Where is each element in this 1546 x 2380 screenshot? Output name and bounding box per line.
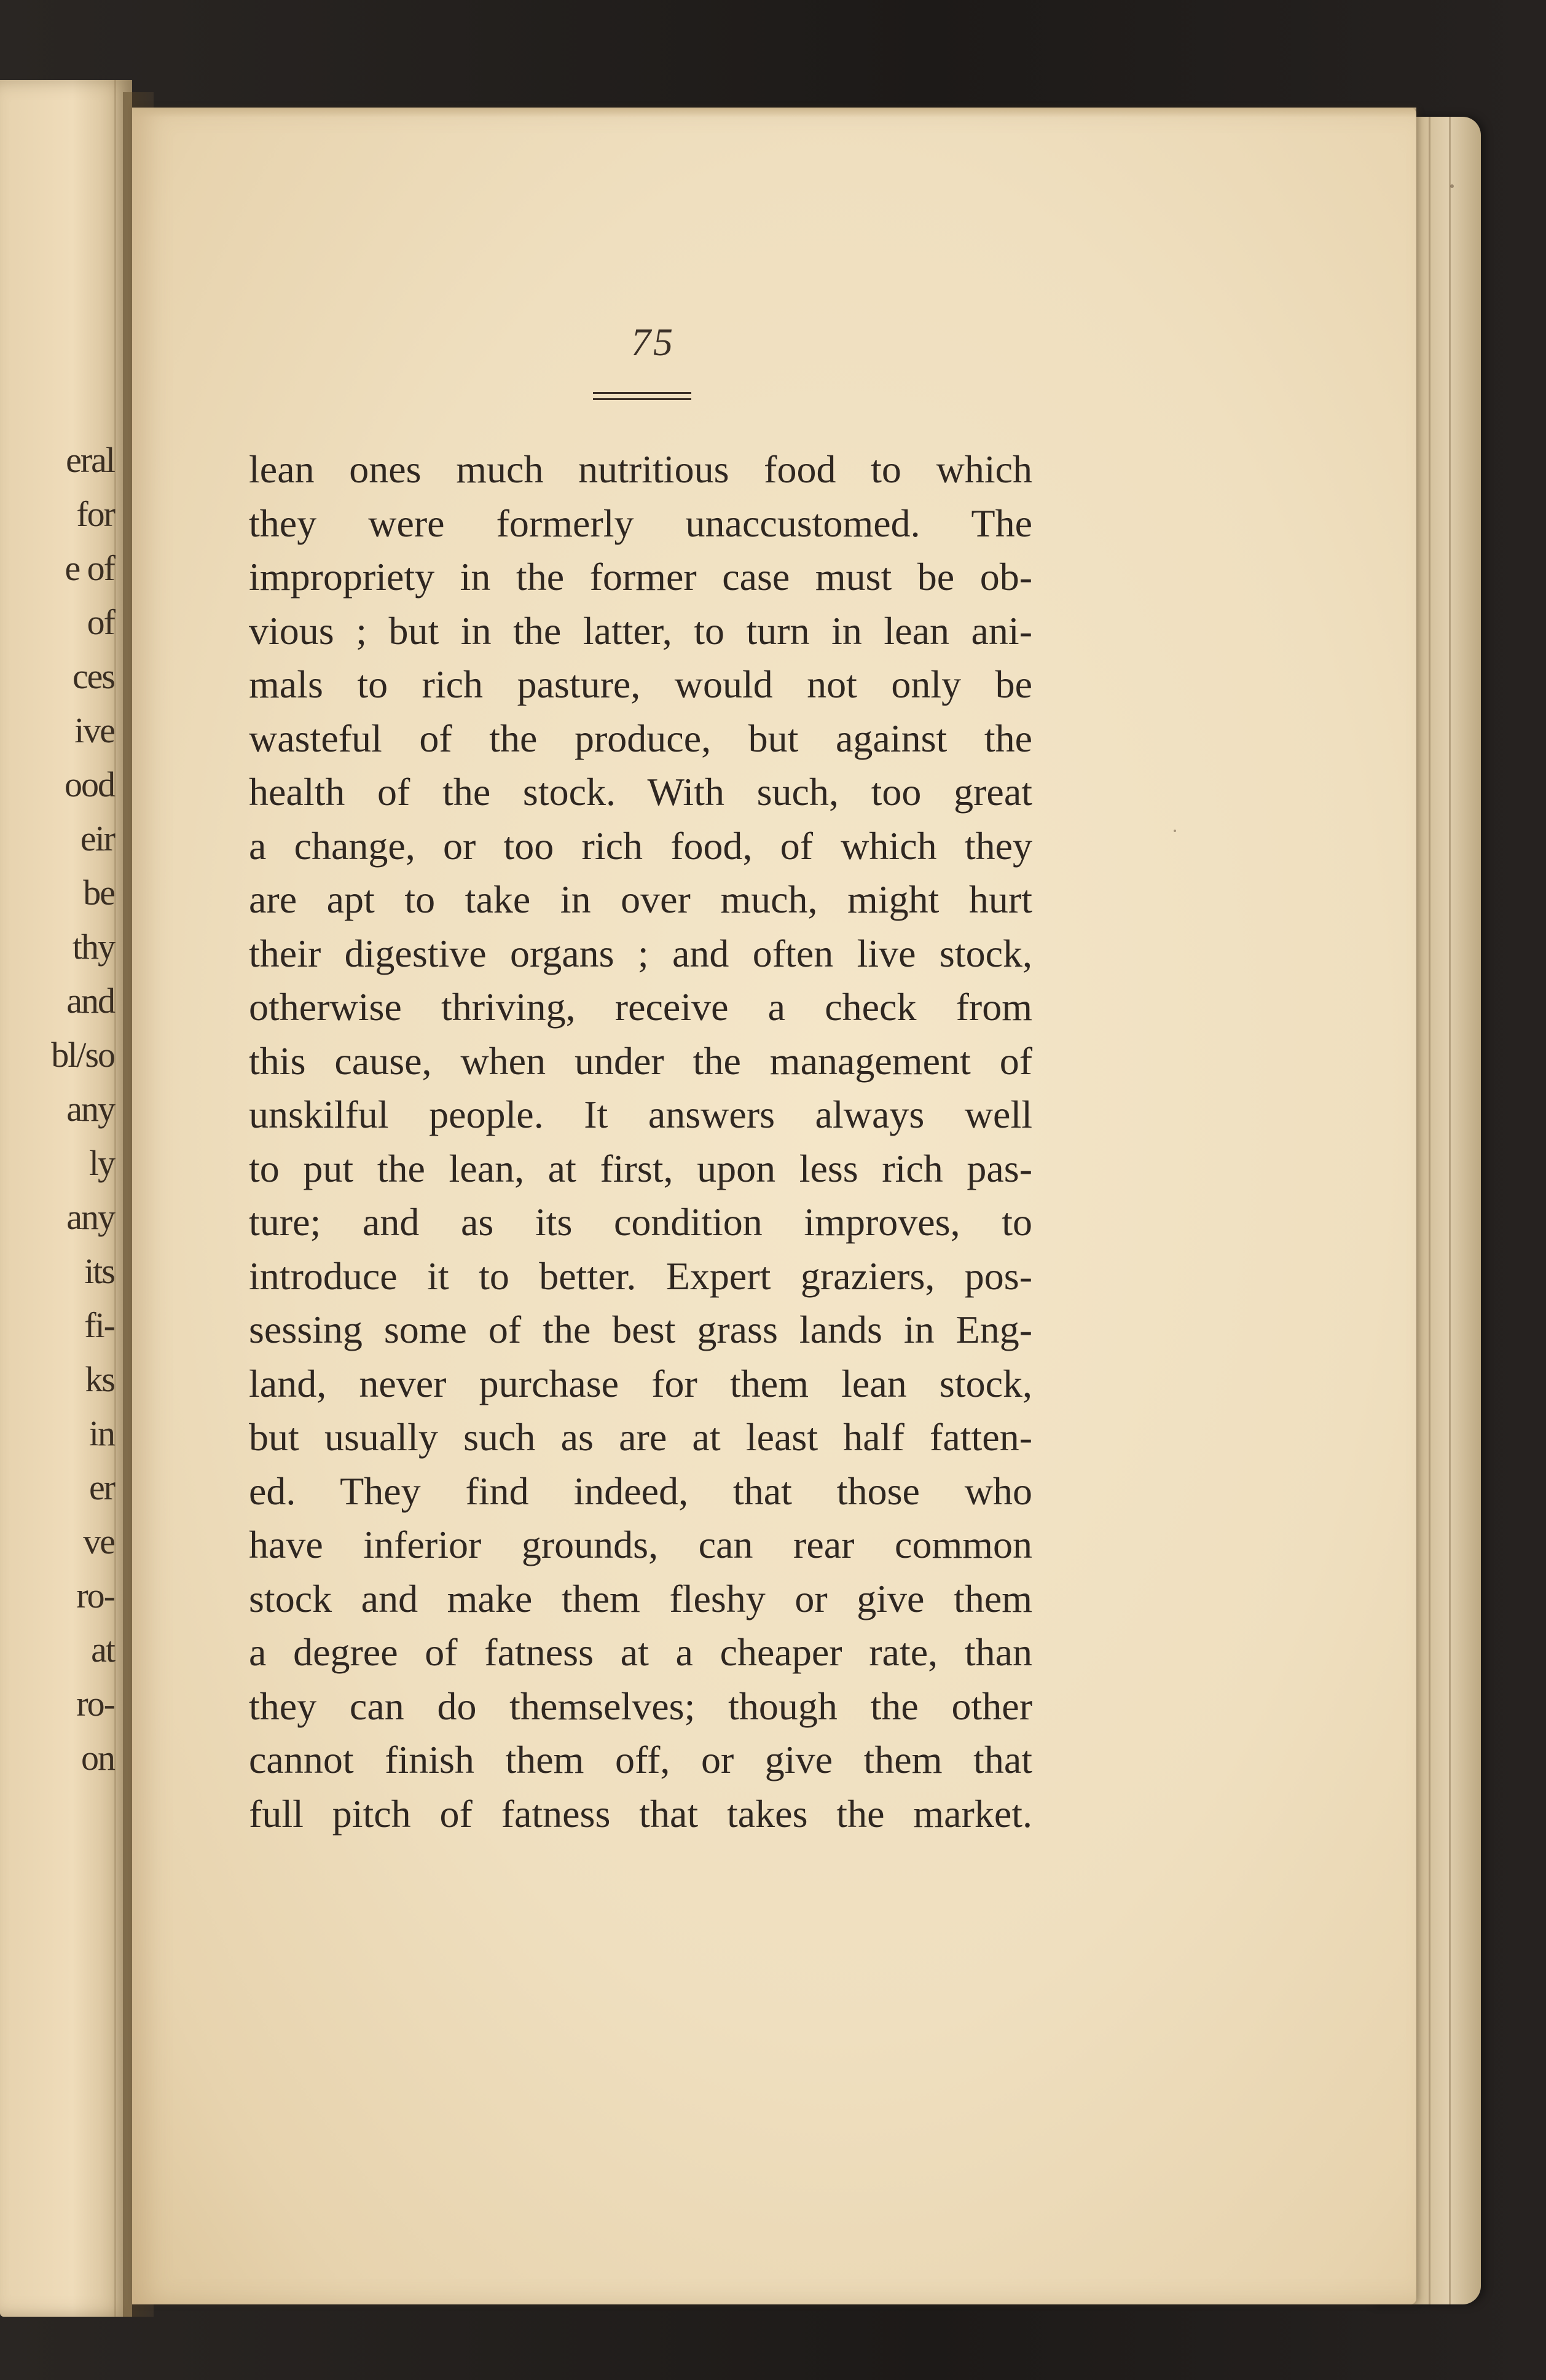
left-page-fragment: its (84, 1251, 114, 1291)
text-line: they were formerly unaccustomed. The (249, 501, 1032, 545)
text-line: land, never purchase for them lean stock, (249, 1361, 1032, 1405)
left-page-fragment: be (83, 873, 114, 913)
text-line: wasteful of the produce, but against the (249, 716, 1032, 760)
text-line: ed. They find indeed, that those who (249, 1469, 1032, 1513)
left-page-fragment: any (66, 1197, 114, 1237)
left-page-fragment: thy (72, 927, 114, 967)
left-page-fragment: and (66, 981, 114, 1021)
text-line: introduce it to better. Expert graziers, pos- (249, 1254, 1032, 1298)
header-rule (593, 392, 691, 394)
text-line: they can do themselves; though the other (249, 1684, 1032, 1728)
text-line: but usually such as are at least half fatten- (249, 1415, 1032, 1459)
header-rule (593, 398, 691, 400)
text-line: to put the lean, at first, upon less rich pas- (249, 1146, 1032, 1190)
page-top-edge (132, 108, 1416, 117)
text-line: unskilful people. It answers always well (249, 1093, 1032, 1136)
text-line: ture; and as its condition improves, to (249, 1200, 1032, 1244)
text-line: this cause, when under the management of (249, 1039, 1032, 1083)
left-page-fragment: ive (74, 710, 114, 750)
text-line: have inferior grounds, can rear common (249, 1523, 1032, 1566)
left-page-fragment: on (81, 1738, 114, 1778)
left-page-fragment: fi- (84, 1305, 114, 1345)
left-page-fragment: e of (65, 548, 114, 588)
body-text (249, 442, 1032, 1840)
text-line: mals to rich pasture, would not only be (249, 662, 1032, 706)
left-page-fragment: ood (65, 764, 114, 804)
left-page-fragment: any (66, 1089, 114, 1129)
page-speck (1450, 184, 1454, 188)
page-number: 75 (631, 320, 675, 364)
left-page-fragment: at (91, 1630, 114, 1670)
left-page-fragment: ro- (76, 1576, 114, 1616)
left-page-fragment: for (76, 494, 114, 534)
text-line: are apt to take in over much, might hurt (249, 878, 1032, 921)
left-facing-page (0, 80, 132, 2317)
left-page-fragment: bl/so (51, 1035, 114, 1075)
left-page-fragment: ks (85, 1359, 114, 1399)
left-page-fragment: eral (66, 440, 114, 480)
text-line: their digestive organs ; and often live stock, (249, 931, 1032, 975)
text-line: a change, or too rich food, of which they (249, 823, 1032, 868)
text-line: sessing some of the best grass lands in Eng- (249, 1308, 1032, 1351)
page-speck (1174, 830, 1176, 832)
left-page-fragment: er (88, 1467, 114, 1507)
text-line: lean ones much nutritious food to which (249, 447, 1032, 491)
left-page-fragment: ces (72, 656, 114, 696)
text-line: otherwise thriving, receive a check from (249, 985, 1032, 1029)
text-line: cannot finish them off, or give them that (249, 1738, 1032, 1781)
left-page-fragment: ro- (76, 1684, 114, 1724)
text-line: full pitch of fatness that takes the market. (249, 1791, 1032, 1836)
left-page-fragment: of (87, 602, 114, 642)
text-line: health of the stock. With such, too great (249, 770, 1032, 814)
text-line: a degree of fatness at a cheaper rate, than (249, 1630, 1032, 1674)
left-page-text-fragments (4, 433, 127, 1785)
left-page-fragment: ly (88, 1143, 114, 1183)
text-line: stock and make them fleshy or give them (249, 1576, 1032, 1620)
left-page-fragment: in (88, 1413, 114, 1453)
left-page-fragment: eir (80, 819, 114, 858)
text-line: vious ; but in the latter, to turn in lean ani- (249, 608, 1032, 653)
left-page-fragment: ve (83, 1522, 114, 1561)
text-line: impropriety in the former case must be ob- (249, 555, 1032, 599)
